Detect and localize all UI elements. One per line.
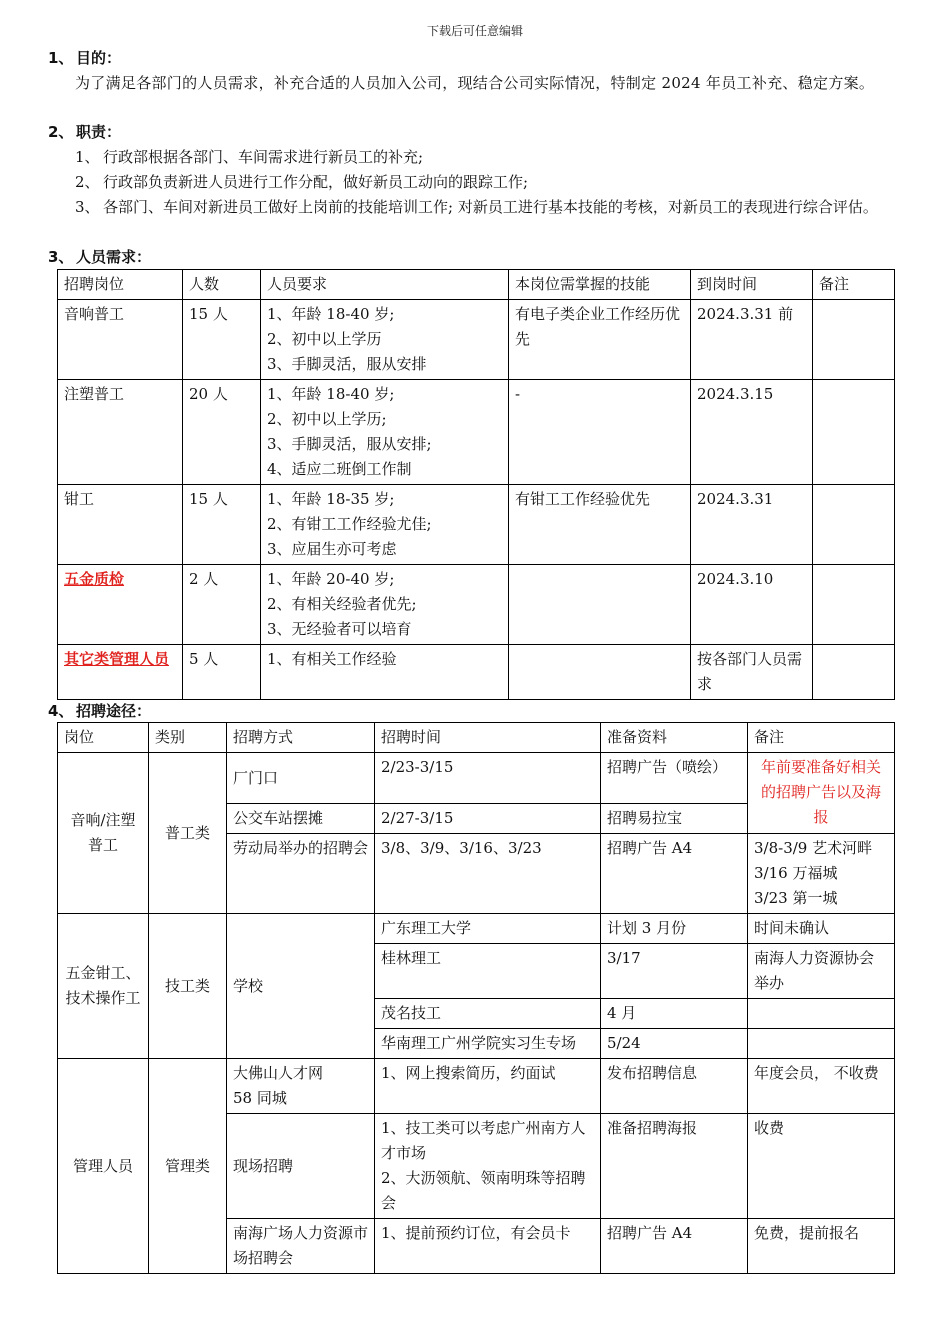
header-cell: 类别	[149, 723, 227, 753]
requirement-line: 4、适应二班倒工作制	[267, 460, 412, 478]
header-cell: 招聘时间	[375, 723, 601, 753]
header-cell: 备注	[748, 723, 895, 753]
table-header-row	[58, 723, 895, 753]
time-cell: 1、网上搜索简历，约面试	[375, 1059, 601, 1114]
requirement-line: 2、初中以上学历;	[267, 410, 387, 428]
demand-table	[57, 269, 895, 700]
date-cell: 2024.3.31 前	[691, 300, 813, 380]
header-cell: 岗位	[58, 723, 149, 753]
table-row	[58, 645, 895, 700]
section-number: 3、	[48, 248, 74, 266]
time-line: 1、技工类可以考虑广州南方人才市场	[381, 1119, 586, 1162]
skill-cell: 有电子类企业工作经历优先	[509, 300, 691, 380]
note-cell	[748, 999, 895, 1029]
time-cell: 华南理工广州学院实习生专场	[375, 1029, 601, 1059]
duty-item	[75, 170, 905, 195]
post-cell	[58, 565, 183, 645]
type-cell: 管理类	[149, 1059, 227, 1274]
note-cell: 免费，提前报名	[748, 1219, 895, 1274]
highlighted-post: 五金质检	[64, 570, 125, 588]
duty-list	[75, 145, 905, 220]
method-cell	[227, 1059, 375, 1114]
time-cell: 茂名技工	[375, 999, 601, 1029]
skill-cell: -	[509, 380, 691, 485]
note-cell	[748, 1029, 895, 1059]
requirement-line: 1、年龄 18-40 岁;	[267, 385, 395, 403]
note-cell	[748, 834, 895, 914]
section-4-title	[48, 700, 151, 721]
time-cell: 1、提前预约订位，有会员卡	[375, 1219, 601, 1274]
type-cell: 普工类	[149, 753, 227, 914]
requirement-cell	[261, 380, 509, 485]
count-cell: 20 人	[183, 380, 261, 485]
post-cell: 管理人员	[58, 1059, 149, 1274]
requirement-line: 1、年龄 18-35 岁;	[267, 490, 395, 508]
section-1-title	[48, 47, 121, 68]
table-row	[58, 914, 895, 944]
table-row	[58, 300, 895, 380]
requirement-line: 2、有钳工工作经验尤佳;	[267, 515, 432, 533]
table-row	[58, 485, 895, 565]
count-cell: 15 人	[183, 300, 261, 380]
requirement-cell	[261, 485, 509, 565]
table-row	[58, 565, 895, 645]
table-header-row	[58, 270, 895, 300]
table-row	[58, 1059, 895, 1114]
time-cell: 3/8、3/9、3/16、3/23	[375, 834, 601, 914]
duty-text: 行政部根据各部门、车间需求进行新员工的补充;	[103, 148, 424, 166]
section-label: 人员需求：	[76, 248, 152, 266]
date-cell: 2024.3.15	[691, 380, 813, 485]
section-2-title	[48, 121, 121, 142]
time-cell: 2/27-3/15	[375, 804, 601, 834]
requirement-line: 2、初中以上学历	[267, 330, 382, 348]
method-line: 58 同城	[233, 1089, 287, 1107]
material-cell: 招聘广告 A4	[601, 834, 748, 914]
requirement-line: 3、手脚灵活，服从安排;	[267, 435, 432, 453]
time-line: 2、大沥领航、领南明珠等招聘会	[381, 1169, 586, 1212]
note-cell	[813, 300, 895, 380]
method-cell: 现场招聘	[227, 1114, 375, 1219]
requirement-line: 3、应届生亦可考虑	[267, 540, 397, 558]
channel-table	[57, 722, 895, 1274]
note-cell	[813, 645, 895, 700]
time-cell: 2/23-3/15	[375, 753, 601, 804]
note-line: 3/16 万福城	[754, 864, 838, 882]
skill-cell	[509, 565, 691, 645]
requirement-line: 2、有相关经验者优先;	[267, 595, 417, 613]
post-cell: 音响/注塑普工	[58, 753, 149, 914]
method-line: 大佛山人才网	[233, 1064, 324, 1082]
material-cell: 4 月	[601, 999, 748, 1029]
post-cell: 注塑普工	[58, 380, 183, 485]
requirement-line: 1、有相关工作经验	[267, 650, 397, 668]
method-cell: 学校	[227, 914, 375, 1059]
duty-number: 3、	[75, 198, 100, 216]
header-cell: 招聘岗位	[58, 270, 183, 300]
duty-item	[75, 195, 905, 220]
time-cell: 广东理工大学	[375, 914, 601, 944]
note-cell: 南海人力资源协会举办	[748, 944, 895, 999]
duty-number: 2、	[75, 173, 100, 191]
header-cell: 本岗位需掌握的技能	[509, 270, 691, 300]
duty-text: 各部门、车间对新进员工做好上岗前的技能培训工作; 对新员工进行基本技能的考核，对新员工的表现进行综合评估。	[103, 198, 878, 216]
note-cell: 时间未确认	[748, 914, 895, 944]
header-cell: 人员要求	[261, 270, 509, 300]
requirement-cell	[261, 300, 509, 380]
table-row	[58, 380, 895, 485]
material-cell: 3/17	[601, 944, 748, 999]
material-cell: 发布招聘信息	[601, 1059, 748, 1114]
requirement-line: 3、无经验者可以培育	[267, 620, 412, 638]
count-cell: 15 人	[183, 485, 261, 565]
note-cell: 年前要准备好相关的招聘广告以及海报	[748, 753, 895, 834]
material-cell: 计划 3 月份	[601, 914, 748, 944]
duty-item	[75, 145, 905, 170]
method-cell: 厂门口	[227, 753, 375, 804]
header-cell: 备注	[813, 270, 895, 300]
header-cell: 招聘方式	[227, 723, 375, 753]
note-cell: 年度会员， 不收费	[748, 1059, 895, 1114]
method-cell: 公交车站摆摊	[227, 804, 375, 834]
date-cell: 按各部门人员需求	[691, 645, 813, 700]
skill-cell	[509, 645, 691, 700]
method-cell: 南海广场人力资源市场招聘会	[227, 1219, 375, 1274]
type-cell: 技工类	[149, 914, 227, 1059]
requirement-line: 1、年龄 18-40 岁;	[267, 305, 395, 323]
highlighted-post: 其它类管理人员	[64, 650, 170, 668]
post-cell: 音响普工	[58, 300, 183, 380]
material-cell: 准备招聘海报	[601, 1114, 748, 1219]
post-cell	[58, 645, 183, 700]
duty-number: 1、	[75, 148, 100, 166]
purpose-text: 为了满足各部门的人员需求，补充合适的人员加入公司，现结合公司实际情况，特制定 2024 年员工补充、稳定方案。	[75, 74, 875, 92]
page-header: 下载后可任意编辑	[426, 24, 523, 38]
note-line: 3/8-3/9 艺术河畔	[754, 839, 873, 857]
post-cell: 五金钳工、技术操作工	[58, 914, 149, 1059]
date-cell: 2024.3.31	[691, 485, 813, 565]
note-cell: 收费	[748, 1114, 895, 1219]
material-cell: 招聘易拉宝	[601, 804, 748, 834]
header-cell: 准备资料	[601, 723, 748, 753]
material-cell: 招聘广告（喷绘）	[601, 753, 748, 804]
count-cell: 5 人	[183, 645, 261, 700]
header-cell: 人数	[183, 270, 261, 300]
method-cell: 劳动局举办的招聘会	[227, 834, 375, 914]
note-cell	[813, 380, 895, 485]
note-line: 3/23 第一城	[754, 889, 838, 907]
note-cell	[813, 565, 895, 645]
post-cell: 钳工	[58, 485, 183, 565]
note-cell	[813, 485, 895, 565]
time-cell	[375, 1114, 601, 1219]
requirement-line: 3、手脚灵活，服从安排	[267, 355, 427, 373]
material-cell: 5/24	[601, 1029, 748, 1059]
requirement-cell	[261, 565, 509, 645]
requirement-line: 1、年龄 20-40 岁;	[267, 570, 395, 588]
section-label: 目的：	[76, 49, 122, 67]
requirement-cell	[261, 645, 509, 700]
section-number: 4、	[48, 702, 74, 720]
header-cell: 到岗时间	[691, 270, 813, 300]
material-cell: 招聘广告 A4	[601, 1219, 748, 1274]
section-label: 招聘途径：	[76, 702, 152, 720]
count-cell: 2 人	[183, 565, 261, 645]
time-cell: 桂林理工	[375, 944, 601, 999]
table-row	[58, 753, 895, 804]
section-label: 职责：	[76, 123, 122, 141]
section-number: 1、	[48, 49, 74, 67]
section-number: 2、	[48, 123, 74, 141]
section-3-title	[48, 246, 151, 267]
skill-cell: 有钳工工作经验优先	[509, 485, 691, 565]
duty-text: 行政部负责新进人员进行工作分配，做好新员工动向的跟踪工作;	[103, 173, 529, 191]
date-cell: 2024.3.10	[691, 565, 813, 645]
